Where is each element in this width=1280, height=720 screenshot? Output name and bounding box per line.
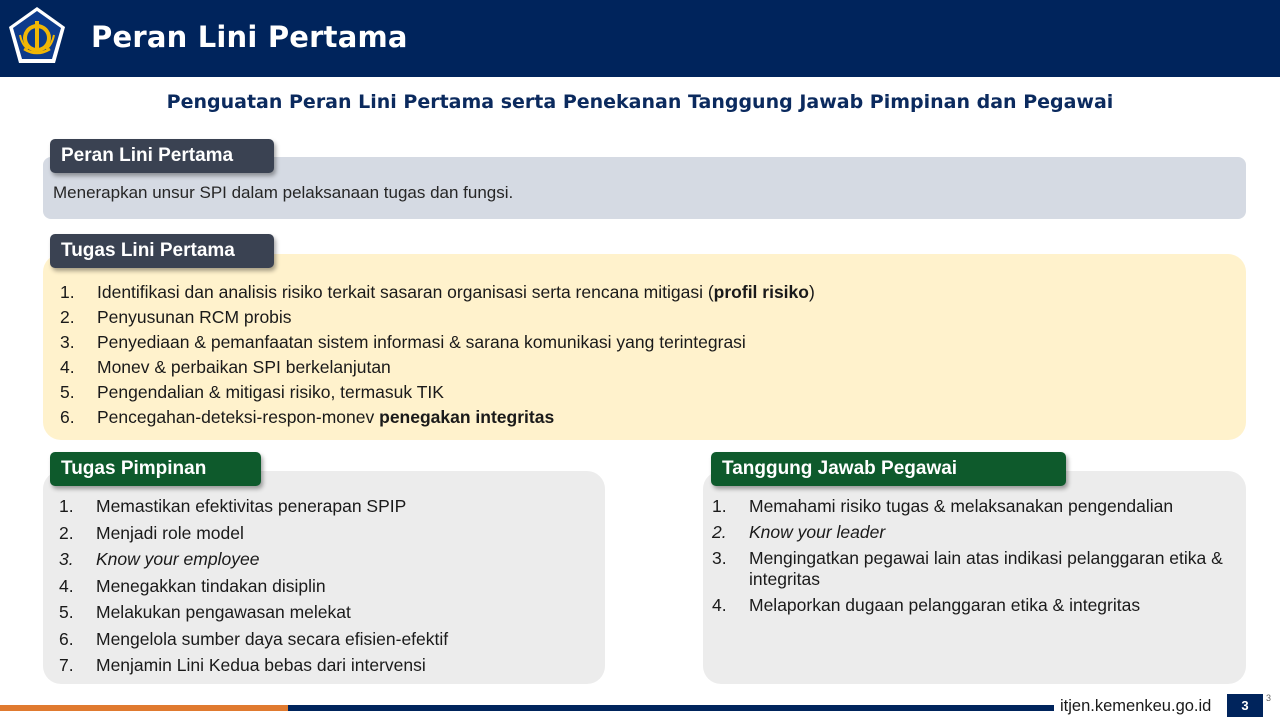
item-number: 7. — [59, 655, 74, 675]
item-number: 2. — [60, 307, 75, 327]
item-number: 6. — [59, 628, 74, 649]
item-text: Know your leader — [749, 522, 886, 542]
item-number: 3. — [712, 548, 727, 568]
list-item — [712, 522, 1232, 543]
item-number: 6. — [60, 407, 75, 427]
list-item — [59, 576, 599, 603]
item-text: Mengingatkan pegawai lain atas indikasi pelanggaran etika & integritas — [749, 548, 1223, 589]
list-item — [59, 496, 599, 523]
pegawai-tag: Tanggung Jawab Pegawai — [711, 452, 1066, 486]
item-number: 1. — [60, 282, 75, 302]
item-number: 3. — [59, 549, 74, 569]
peran-description: Menerapkan unsur SPI dalam pelaksanaan tugas dan fungsi. — [53, 183, 514, 202]
item-text: Menegakkan tindakan disiplin — [96, 575, 326, 596]
item-number: 1. — [59, 496, 74, 516]
item-text: Penyusunan RCM probis — [97, 307, 292, 327]
kemenkeu-logo-icon — [6, 5, 68, 67]
item-number: 5. — [59, 602, 74, 622]
slide-subtitle: Penguatan Peran Lini Pertama serta Penekanan Tanggung Jawab Pimpinan dan Pegawai — [166, 91, 1114, 113]
pegawai-list — [712, 496, 1232, 621]
item-bold-text: profil risiko — [713, 282, 809, 302]
item-number: 1. — [712, 496, 727, 516]
list-item — [60, 282, 1230, 307]
pimpinan-list — [59, 496, 599, 682]
list-item — [712, 496, 1232, 517]
item-text: Memastikan efektivitas penerapan SPIP — [96, 496, 407, 516]
list-item — [712, 548, 1232, 590]
list-item — [60, 407, 1230, 432]
tugas-tag: Tugas Lini Pertama — [50, 234, 274, 268]
list-item — [59, 602, 599, 629]
list-item — [60, 357, 1230, 382]
list-item — [59, 629, 599, 656]
item-text: Know your employee — [96, 549, 260, 569]
item-number: 3. — [60, 332, 75, 352]
item-number: 5. — [60, 382, 75, 402]
footer-website: itjen.kemenkeu.go.id — [1060, 697, 1212, 715]
list-item — [60, 307, 1230, 332]
page-number: 3 — [1227, 694, 1263, 717]
tugas-list — [60, 282, 1230, 432]
page-title: Peran Lini Pertama — [91, 20, 408, 54]
list-item — [712, 595, 1232, 616]
item-number: 4. — [59, 575, 74, 596]
item-text: Memahami risiko tugas & melaksanakan pengendalian — [749, 496, 1174, 516]
item-text: Pengendalian & mitigasi risiko, termasuk TIK — [97, 382, 444, 402]
item-number: 4. — [60, 357, 75, 377]
item-number: 2. — [59, 522, 74, 543]
item-text: Menjadi role model — [96, 522, 244, 543]
item-text: Menjamin Lini Kedua bebas dari intervensi — [96, 655, 426, 675]
header-bar — [0, 0, 1280, 77]
item-bold-text: penegakan integritas — [379, 407, 555, 427]
peran-tag: Peran Lini Pertama — [50, 139, 274, 173]
item-text: Identifikasi dan analisis risiko terkait sasaran organisasi serta rencana mitigasi ( — [97, 282, 714, 302]
item-number: 4. — [712, 595, 727, 615]
item-text: Melaporkan dugaan pelanggaran etika & integritas — [749, 595, 1141, 615]
item-text: Melakukan pengawasan melekat — [96, 602, 351, 622]
item-text-after: ) — [808, 282, 815, 302]
page-number-superscript: 3 — [1266, 693, 1272, 703]
list-item — [59, 655, 599, 682]
item-text: Mengelola sumber daya secara efisien-efektif — [96, 628, 449, 649]
pimpinan-tag: Tugas Pimpinan — [50, 452, 261, 486]
item-text: Pencegahan-deteksi-respon-monev — [97, 407, 380, 427]
item-text: Penyediaan & pemanfaatan sistem informasi & sarana komunikasi yang terintegrasi — [97, 332, 746, 352]
list-item — [60, 332, 1230, 357]
item-number: 2. — [712, 522, 727, 542]
list-item — [59, 523, 599, 550]
footer-accent-bar — [0, 705, 288, 711]
item-text: Monev & perbaikan SPI berkelanjutan — [97, 357, 391, 377]
list-item — [59, 549, 599, 576]
footer-navy-bar — [288, 705, 1054, 711]
list-item — [60, 382, 1230, 407]
